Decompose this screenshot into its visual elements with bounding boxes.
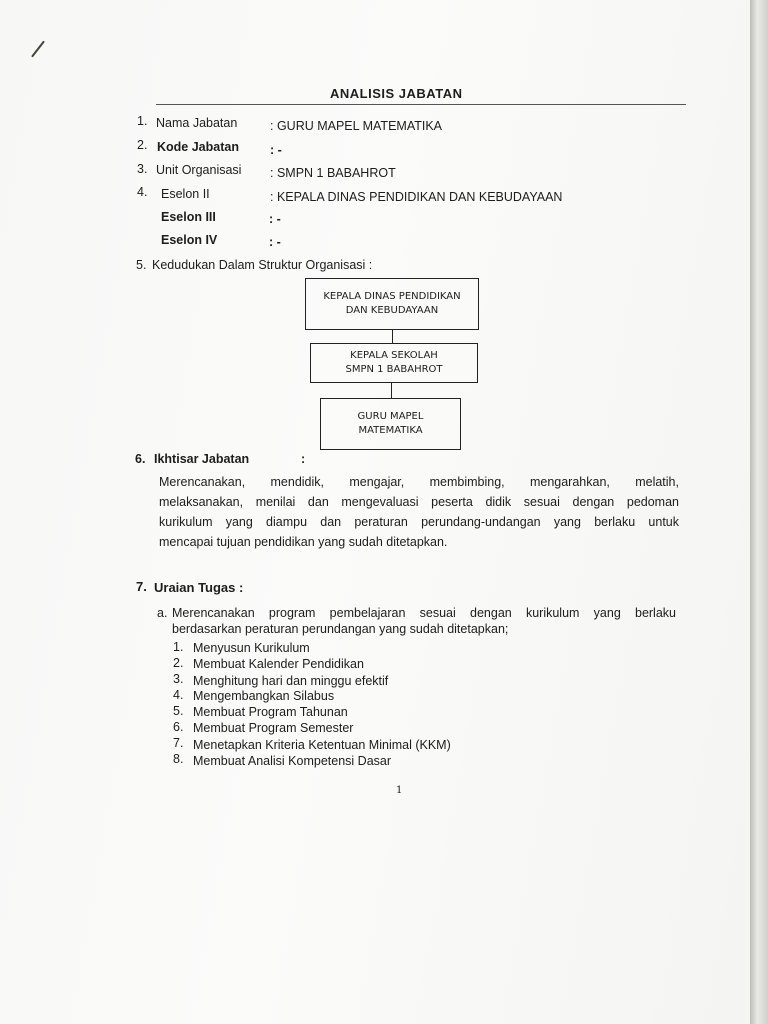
section-6-heading: Ikhtisar Jabatan	[154, 452, 250, 466]
list-item: Mengembangkan Silabus	[193, 689, 335, 703]
field-number: 2.	[137, 138, 148, 152]
org-box-line: MATEMATIKA	[358, 425, 423, 436]
sub-a-marker: a.	[157, 606, 168, 620]
field-label-eselon-ii: Eselon II	[161, 187, 210, 201]
list-item-number: 4.	[173, 688, 184, 702]
field-number: 1.	[137, 114, 148, 128]
list-item: Membuat Kalender Pendidikan	[193, 657, 364, 671]
org-connector	[392, 330, 393, 343]
field-label-eselon-iv: Eselon IV	[161, 233, 218, 247]
field-value-unit-organisasi: : SMPN 1 BABAHROT	[270, 166, 396, 180]
field-label-unit-organisasi: Unit Organisasi	[156, 163, 242, 177]
pen-mark	[31, 41, 45, 58]
org-box-kepala-dinas	[305, 278, 479, 330]
org-connector	[391, 383, 392, 398]
field-label-kode-jabatan: Kode Jabatan	[157, 140, 239, 154]
org-box-guru-mapel	[320, 398, 461, 450]
field-value-eselon-iv: : -	[269, 235, 281, 249]
section-6-number: 6.	[135, 452, 146, 466]
section-6-colon: :	[301, 452, 306, 466]
org-box-line: KEPALA SEKOLAH	[350, 350, 438, 361]
field-label-nama-jabatan: Nama Jabatan	[156, 116, 238, 130]
list-item-number: 7.	[173, 736, 184, 750]
field-value-nama-jabatan: : GURU MAPEL MATEMATIKA	[270, 119, 443, 133]
section-7-heading: Uraian Tugas :	[154, 580, 244, 595]
list-item-number: 1.	[173, 640, 184, 654]
list-item: Membuat Program Tahunan	[193, 705, 348, 719]
org-box-line: SMPN 1 BABAHROT	[345, 364, 443, 375]
list-item: Menghitung hari dan minggu efektif	[193, 674, 389, 688]
section-7-number: 7.	[136, 579, 147, 594]
list-item-number: 3.	[173, 672, 184, 686]
org-box-line: KEPALA DINAS PENDIDIKAN	[323, 291, 461, 302]
org-box-kepala-sekolah	[310, 343, 478, 383]
section-5-heading: Kedudukan Dalam Struktur Organisasi :	[152, 258, 373, 272]
sub-a-paragraph	[172, 605, 676, 637]
list-item: Menetapkan Kriteria Ketentuan Minimal (KKM)	[193, 738, 451, 752]
list-item-number: 2.	[173, 656, 184, 670]
paragraph-line: kurikulum yang diampu dan peraturan perundang-undangan yang berlaku untuk	[159, 515, 679, 529]
list-item-number: 5.	[173, 704, 184, 718]
field-label-eselon-iii: Eselon III	[161, 210, 216, 224]
paragraph-line: melaksanakan, menilai dan mengevaluasi peserta didik sesuai dengan pedoman	[159, 495, 679, 509]
paragraph-line: Merencanakan, mendidik, mengajar, membimbing, mengarahkan, melatih,	[159, 475, 679, 489]
field-number: 4.	[137, 185, 148, 199]
title-underline	[156, 104, 686, 105]
field-value-kode-jabatan: : -	[270, 143, 282, 157]
background-page-edge	[750, 0, 768, 1024]
document-title: ANALISIS JABATAN	[330, 86, 463, 101]
paragraph-line: berdasarkan peraturan perundangan yang sudah ditetapkan;	[172, 622, 509, 636]
ikhtisar-paragraph	[159, 472, 679, 552]
org-box-line: GURU MAPEL	[357, 411, 424, 422]
page-number: 1	[396, 785, 403, 796]
paragraph-line: Merencanakan program pembelajaran sesuai dengan kurikulum yang berlaku	[172, 606, 676, 620]
list-item: Membuat Analisi Kompetensi Dasar	[193, 754, 392, 768]
paragraph-line: mencapai tujuan pendidikan yang sudah ditetapkan.	[159, 535, 448, 549]
field-value-eselon-ii: : KEPALA DINAS PENDIDIKAN DAN KEBUDAYAAN	[270, 190, 563, 204]
field-value-eselon-iii: : -	[269, 212, 281, 226]
list-item-number: 8.	[173, 752, 184, 766]
section-5-number: 5.	[136, 258, 147, 272]
list-item: Membuat Program Semester	[193, 721, 354, 735]
list-item-number: 6.	[173, 720, 184, 734]
field-number: 3.	[137, 162, 148, 176]
list-item: Menyusun Kurikulum	[193, 641, 310, 655]
org-box-line: DAN KEBUDAYAAN	[345, 305, 439, 316]
